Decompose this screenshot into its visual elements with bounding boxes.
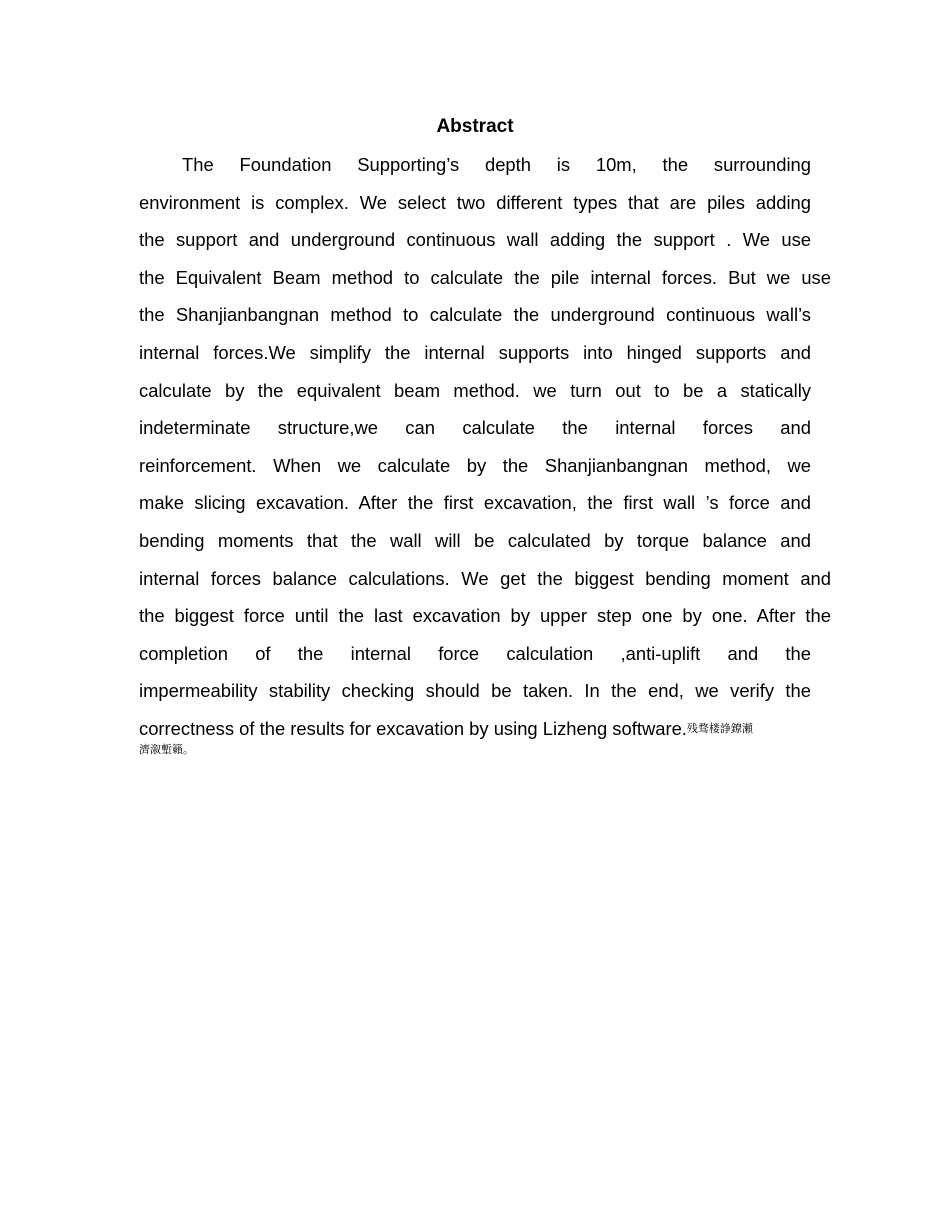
abstract-line-3: the support and underground continuous wall adding the support . We use <box>139 229 811 251</box>
abstract-line-10: make slicing excavation. After the first excavation, the first wall ’s force and <box>139 492 811 514</box>
abstract-line-6: internal forces.We simplify the internal supports into hinged supports and <box>139 341 811 363</box>
abstract-line-15: impermeability stability checking should be taken. In the end, we verify the <box>139 680 811 702</box>
abstract-line-14: completion of the internal force calculation ,anti-uplift and the <box>139 642 811 664</box>
abstract-line-2: environment is complex. We select two different types that are piles adding <box>139 191 811 213</box>
garbled-cjk-tail: 残骛楼諍鐐瀬 <box>686 721 753 735</box>
abstract-line-5: the Shanjianbangnan method to calculate the underground continuous wall’s <box>139 304 811 326</box>
abstract-line-13: the biggest force until the last excavation by upper step one by one. After the <box>139 605 831 627</box>
abstract-line-1: The Foundation Supporting’s depth is 10m, the surrounding <box>182 154 811 175</box>
garbled-cjk-line: 濟溆塹籟。 <box>139 742 194 756</box>
abstract-line-9: reinforcement. When we calculate by the Shanjianbangnan method, we <box>139 454 811 476</box>
abstract-line-11: bending moments that the wall will be calculated by torque balance and <box>139 529 811 551</box>
abstract-line-4: the Equivalent Beam method to calculate the pile internal forces. But we use <box>139 266 831 288</box>
abstract-line-12: internal forces balance calculations. We get the biggest bending moment and <box>139 567 831 589</box>
abstract-last-line-text: correctness of the results for excavation by using Lizheng software. <box>139 717 687 739</box>
abstract-line-7: calculate by the equivalent beam method. we turn out to be a statically <box>139 379 811 401</box>
abstract-heading: Abstract <box>436 116 514 137</box>
abstract-line-16 <box>139 710 811 748</box>
abstract-line-8: indeterminate structure,we can calculate the internal forces and <box>139 417 811 439</box>
abstract-body <box>139 146 831 758</box>
